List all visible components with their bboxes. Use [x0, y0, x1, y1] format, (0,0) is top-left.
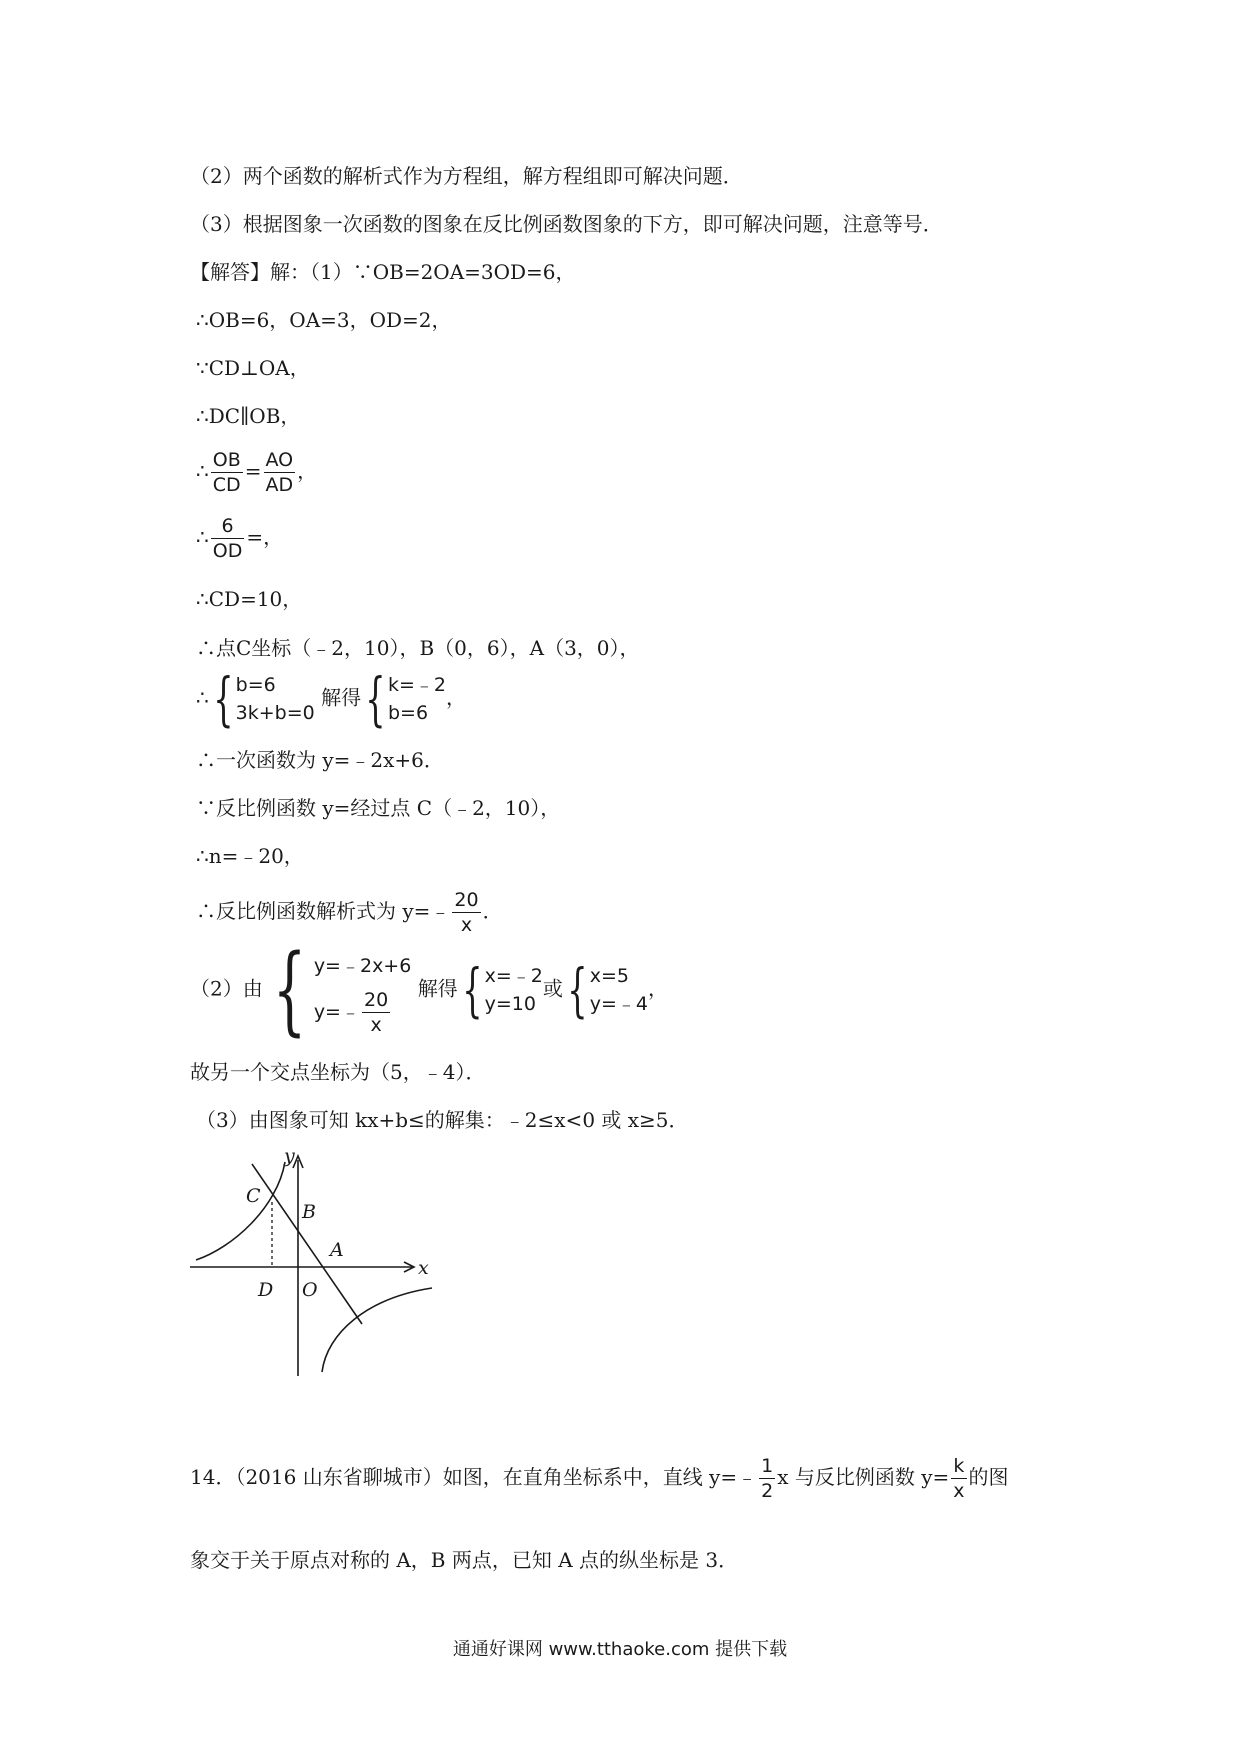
system-row: b=6	[388, 702, 429, 724]
y-axis	[293, 1156, 303, 1376]
solution-step: ∵CD⊥OA，	[196, 356, 310, 380]
solution-step: ∴OB=6，OA=3，OD=2，	[196, 308, 452, 332]
left-brace-icon: {	[567, 956, 588, 1024]
denominator: x	[460, 914, 473, 936]
left-brace-icon: {	[365, 665, 386, 733]
point-c-label: C	[246, 1185, 261, 1207]
punctuation: ，	[648, 976, 669, 1001]
system-row: y=﹣2x+6	[313, 954, 412, 977]
fraction	[452, 888, 480, 937]
point-b-label: B	[302, 1201, 316, 1223]
system-row: k=﹣2	[388, 674, 447, 696]
equation-system	[314, 944, 412, 1037]
fraction	[951, 1454, 966, 1503]
fraction	[759, 1454, 775, 1503]
system-row: y=﹣4	[589, 993, 649, 1015]
equation-system	[485, 962, 543, 1018]
x-axis	[190, 1262, 414, 1272]
numerator: 6	[211, 514, 245, 539]
punctuation: ，	[297, 459, 318, 483]
point-a-label: A	[330, 1239, 344, 1261]
solve-word: 解得	[321, 685, 362, 710]
ratio-equation	[196, 448, 317, 497]
function-graph	[182, 1148, 442, 1380]
therefore-symbol: ∴	[196, 685, 209, 710]
punctuation: ．	[482, 899, 503, 923]
linear-system-solution	[196, 665, 467, 733]
point-d-label: D	[258, 1279, 274, 1301]
solution-step: ∴一次函数为 y=﹣2x+6．	[196, 748, 444, 772]
left-brace-icon: {	[272, 934, 307, 1046]
question-text: 的图	[968, 1465, 1009, 1489]
analysis-line-2: （2）两个函数的解析式作为方程组，解方程组即可解决问题．	[190, 164, 743, 188]
y-axis-label: y	[284, 1148, 295, 1167]
system-row: b=6	[235, 674, 276, 696]
numerator: 1	[761, 1455, 774, 1477]
numerator: AO	[264, 448, 296, 473]
fraction	[211, 514, 245, 563]
left-brace-icon: {	[461, 956, 483, 1024]
inverse-function-result	[196, 888, 503, 937]
x-axis-label: x	[418, 1257, 429, 1279]
punctuation: =，	[246, 525, 284, 549]
numerator: 20	[363, 988, 389, 1011]
answer-heading-line: 【解答】解：（1）∵OB=2OA=3OD=6，	[190, 260, 576, 284]
solution-step: ∴CD=10，	[196, 587, 303, 611]
equation-system	[236, 671, 315, 727]
denominator: x	[953, 1480, 965, 1502]
system-row: y=10	[484, 993, 536, 1015]
system-row: x=﹣2	[484, 965, 543, 987]
solution-step: ∴DC∥OB，	[196, 404, 301, 428]
equation-system	[388, 671, 446, 727]
denominator: AD	[265, 474, 294, 496]
equation-system	[590, 962, 648, 1018]
or-word: 或	[542, 976, 563, 1001]
denominator: CD	[212, 474, 241, 496]
system-row: x=5	[589, 965, 630, 987]
equals-sign: =	[244, 459, 262, 483]
row-prefix: y=﹣	[313, 1000, 360, 1023]
conclusion-line: 故另一个交点坐标为（5，﹣4）．	[190, 1060, 486, 1084]
system-row	[314, 988, 412, 1037]
solution-step: ∴点C坐标（﹣2，10），B（0，6），A（3，0），	[196, 636, 640, 660]
denominator: x	[370, 1013, 382, 1036]
left-brace-icon: {	[213, 665, 234, 733]
question-14-line-1	[190, 1454, 1009, 1503]
origin-label: O	[302, 1279, 318, 1301]
denominator: 2	[761, 1480, 774, 1502]
numerator: k	[951, 1454, 966, 1479]
intersection-system	[190, 934, 669, 1046]
page-footer: 通通好课网 www.tthaoke.com 提供下载	[452, 1639, 788, 1660]
fraction	[211, 448, 243, 497]
question-text: x 与反比例函数 y=	[777, 1465, 950, 1489]
solve-word: 解得	[417, 976, 458, 1001]
fraction	[362, 988, 390, 1037]
system-row: 3k+b=0	[235, 702, 315, 724]
therefore-symbol: ∴	[196, 525, 209, 549]
numerator: 20	[454, 889, 479, 911]
part-prefix: （2）由	[190, 976, 263, 1001]
solution-set-line: （3）由图象可知 kx+b≤的解集：﹣2≤x<0 或 x≥5．	[196, 1108, 689, 1132]
denominator: OD	[212, 540, 243, 562]
fraction	[264, 448, 296, 497]
solution-step: ∵反比例函数 y=经过点 C（﹣2，10），	[196, 796, 561, 820]
ratio-substitution	[196, 514, 283, 563]
hyperbola-branch-lower-right	[322, 1288, 432, 1372]
result-prefix: ∴反比例函数解析式为 y=﹣	[196, 899, 451, 923]
solution-step: ∴n=﹣20，	[196, 844, 304, 868]
question-14-line-2: 象交于关于原点对称的 A，B 两点，已知 A 点的纵坐标是 3．	[190, 1548, 739, 1572]
punctuation: ，	[446, 685, 467, 710]
numerator: OB	[212, 449, 241, 471]
question-text: 14．（2016 山东省聊城市）如图，在直角坐标系中，直线 y=﹣	[190, 1465, 758, 1489]
therefore-symbol: ∴	[196, 459, 209, 483]
analysis-line-3: （3）根据图象一次函数的图象在反比例函数图象的下方，即可解决问题，注意等号．	[190, 212, 943, 236]
